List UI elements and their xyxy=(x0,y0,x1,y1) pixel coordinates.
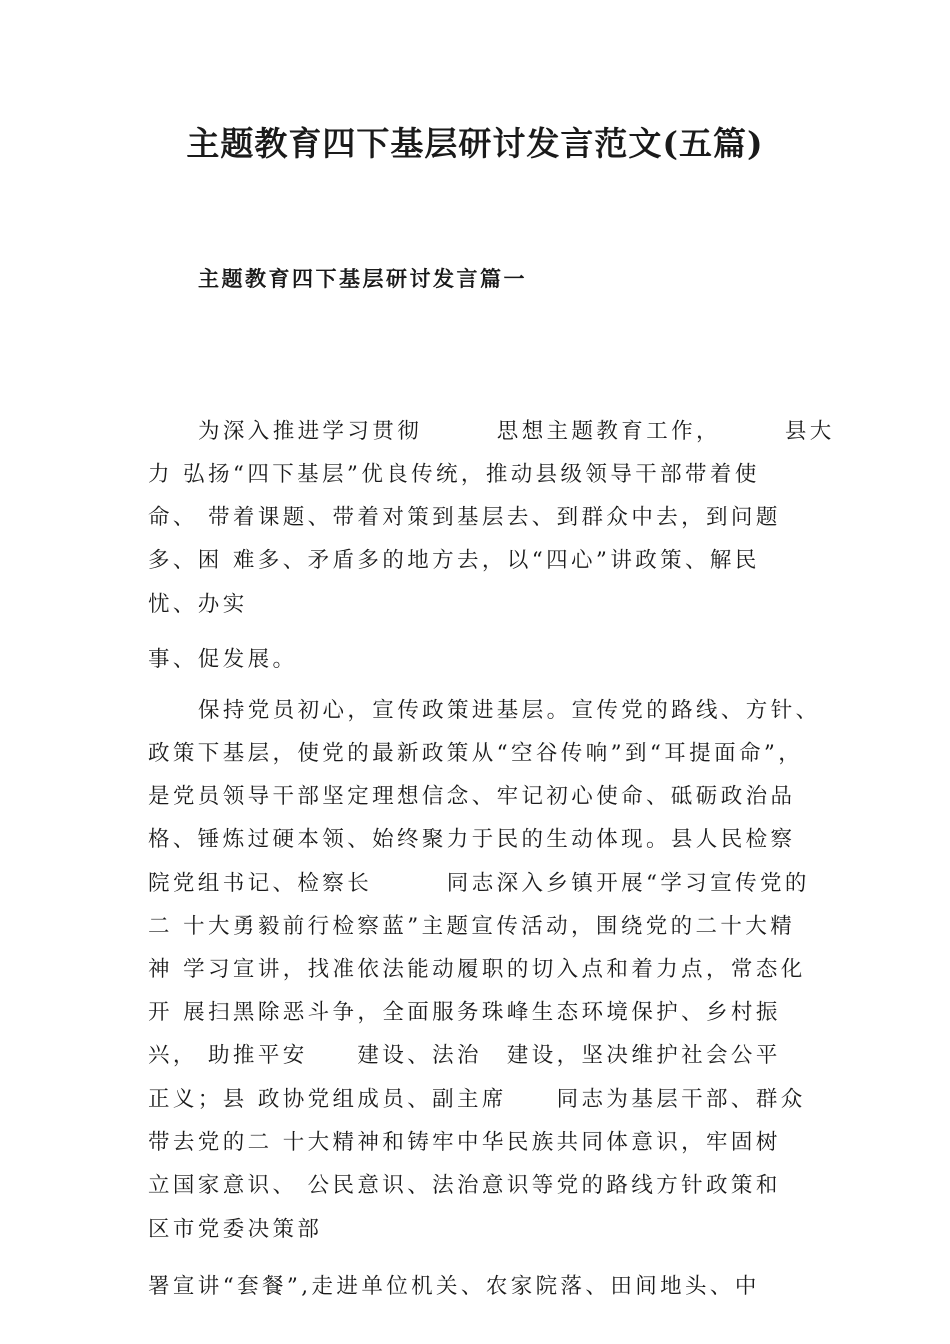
section-heading: 主题教育四下基层研讨发言篇一 xyxy=(198,266,527,291)
text-line: 带去党的二 十大精神和铸牢中华民族共同体意识，牢固树 xyxy=(148,1130,781,1155)
text-line: 多、困 难多、矛盾多的地方去，以“四心”讲政策、解民 xyxy=(148,548,760,573)
document-title: 主题教育四下基层研讨发言范文(五篇) xyxy=(186,124,764,163)
text-line: 是党员领导干部坚定理想信念、牢记初心使命、砥砺政治品 xyxy=(148,784,796,809)
text-line: 格、锤炼过硬本领、始终聚力于民的生动体现。县人民检察 xyxy=(148,827,796,852)
text-line: 署宣讲“套餐”,走进单位机关、农家院落、田间地头、中 xyxy=(148,1274,760,1299)
text-line: 正义；县 政协党组成员、副主席 同志为基层干部、群众 xyxy=(148,1087,806,1112)
text-line: 兴， 助推平安 建设、法治 建设，坚决维护社会公平 xyxy=(148,1043,781,1068)
text-line: 立国家意识、 公民意识、法治意识等党的路线方针政策和 xyxy=(148,1173,781,1198)
text-line: 神 学习宣讲，找准依法能动履职的切入点和着力点，常态化 xyxy=(148,957,806,982)
text-line: 二 十大勇毅前行检察蓝”主题宣传活动，围绕党的二十大精 xyxy=(148,914,796,939)
text-line: 区市党委决策部 xyxy=(148,1217,323,1242)
text-line: 命、 带着课题、带着对策到基层去、到群众中去，到问题 xyxy=(148,505,781,530)
text-line: 事、促发展。 xyxy=(148,647,298,672)
text-line: 政策下基层，使党的最新政策从“空谷传响”到“耳提面命”， xyxy=(148,741,804,766)
text-line: 院党组书记、检察长 同志深入乡镇开展“学习宣传党的 xyxy=(148,871,810,896)
text-line: 忧、办实 xyxy=(148,592,248,617)
text-line: 力 弘扬“四下基层”优良传统，推动县级领导干部带着使 xyxy=(148,462,760,487)
text-line: 保持党员初心，宣传政策进基层。宣传党的路线、方针、 xyxy=(198,698,821,723)
text-line: 开 展扫黑除恶斗争，全面服务珠峰生态环境保护、乡村振 xyxy=(148,1000,781,1025)
text-line: 为深入推进学习贯彻 思想主题教育工作， 县大 xyxy=(198,419,835,444)
